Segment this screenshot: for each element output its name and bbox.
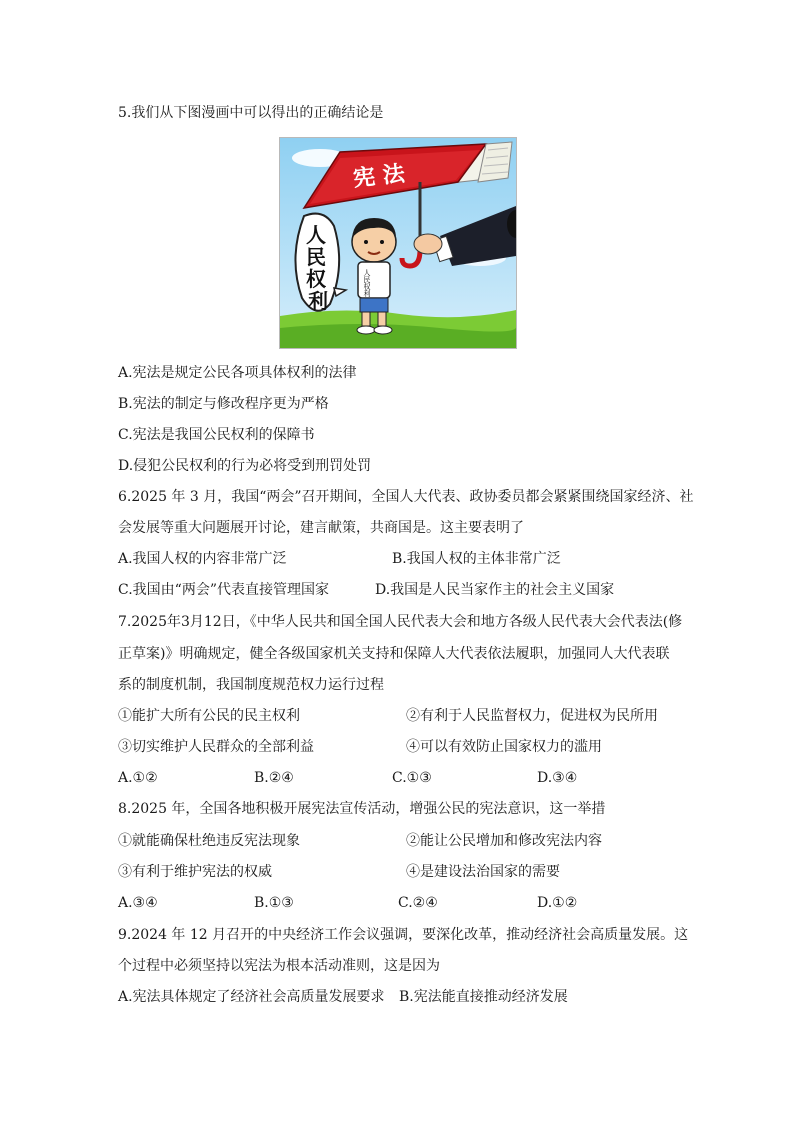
q9-option-b: B.宪法能直接推动经济发展: [399, 989, 568, 1005]
bubble-char-1: 人: [306, 223, 326, 247]
q6-stem-line-1: 6.2025 年 3 月，我国“两会”召开期间，全国人大代表、政协委员都会紧紧围绕国家经济、社: [118, 489, 694, 505]
q6-option-a: A.我国人权的内容非常广泛: [118, 551, 287, 567]
constitution-umbrella-cartoon: [279, 137, 517, 349]
q6-option-b: B.我国人权的主体非常广泛: [392, 551, 561, 567]
q7-statement-4: ④可以有效防止国家权力的滥用: [406, 739, 602, 755]
q8-option-d: D.①②: [537, 895, 578, 911]
bubble-char-4: 利: [308, 289, 328, 313]
q5-option-b: B.宪法的制定与修改程序更为严格: [118, 396, 329, 412]
q9-option-a: A.宪法具体规定了经济社会高质量发展要求: [118, 989, 385, 1005]
cartoon-illustration: [280, 138, 516, 348]
q5-stem: 5.我们从下图漫画中可以得出的正确结论是: [118, 105, 384, 121]
q8-option-c: C.②④: [398, 895, 438, 911]
q6-option-c: C.我国由“两会”代表直接管理国家: [118, 582, 329, 598]
umbrella-text: 宪 法: [352, 161, 407, 192]
q9-stem-line-1: 9.2024 年 12 月召开的中央经济工作会议强调，要深化改革，推动经济社会高质量发展。这: [118, 927, 689, 943]
shirt-text: 人民权利: [363, 269, 371, 297]
q7-option-d: D.③④: [537, 770, 578, 786]
q7-stem-line-3: 系的制度机制，我国制度规范权力运行过程: [118, 677, 384, 693]
q8-statement-4: ④是建设法治国家的需要: [406, 864, 560, 880]
q7-statement-3: ③切实维护人民群众的全部利益: [118, 739, 314, 755]
q8-statement-2: ②能让公民增加和修改宪法内容: [406, 833, 602, 849]
q7-statement-2: ②有利于人民监督权力，促进权为民所用: [406, 708, 658, 724]
q8-option-b: B.①③: [254, 895, 294, 911]
q8-option-a: A.③④: [118, 895, 158, 911]
q7-option-b: B.②④: [254, 770, 294, 786]
q9-stem-line-2: 个过程中必须坚持以宪法为根本活动准则，这是因为: [118, 958, 440, 974]
bubble-char-3: 权: [306, 267, 326, 291]
q7-stem-line-1: 7.2025年3月12日，《中华人民共和国全国人民代表大会和地方各级人民代表大会代表法(修: [118, 614, 683, 630]
q6-stem-line-2: 会发展等重大问题展开讨论，建言献策，共商国是。这主要表明了: [118, 520, 524, 536]
q8-statement-1: ①就能确保杜绝违反宪法现象: [118, 833, 300, 849]
q7-statement-1: ①能扩大所有公民的民主权利: [118, 708, 300, 724]
q5-option-a: A.宪法是规定公民各项具体权利的法律: [118, 365, 357, 381]
q6-option-d: D.我国是人民当家作主的社会主义国家: [375, 582, 615, 598]
q7-stem-line-2: 正草案)》明确规定，健全各级国家机关支持和保障人大代表依法履职，加强同人大代表联: [118, 646, 670, 662]
q5-option-d: D.侵犯公民权利的行为必将受到刑罚处罚: [118, 458, 372, 474]
q7-option-c: C.①③: [392, 770, 432, 786]
q7-option-a: A.①②: [118, 770, 158, 786]
q8-stem: 8.2025 年，全国各地积极开展宪法宣传活动，增强公民的宪法意识，这一举措: [118, 801, 606, 817]
q5-option-c: C.宪法是我国公民权利的保障书: [118, 427, 315, 443]
q8-statement-3: ③有利于维护宪法的权威: [118, 864, 272, 880]
bubble-char-2: 民: [306, 245, 326, 269]
